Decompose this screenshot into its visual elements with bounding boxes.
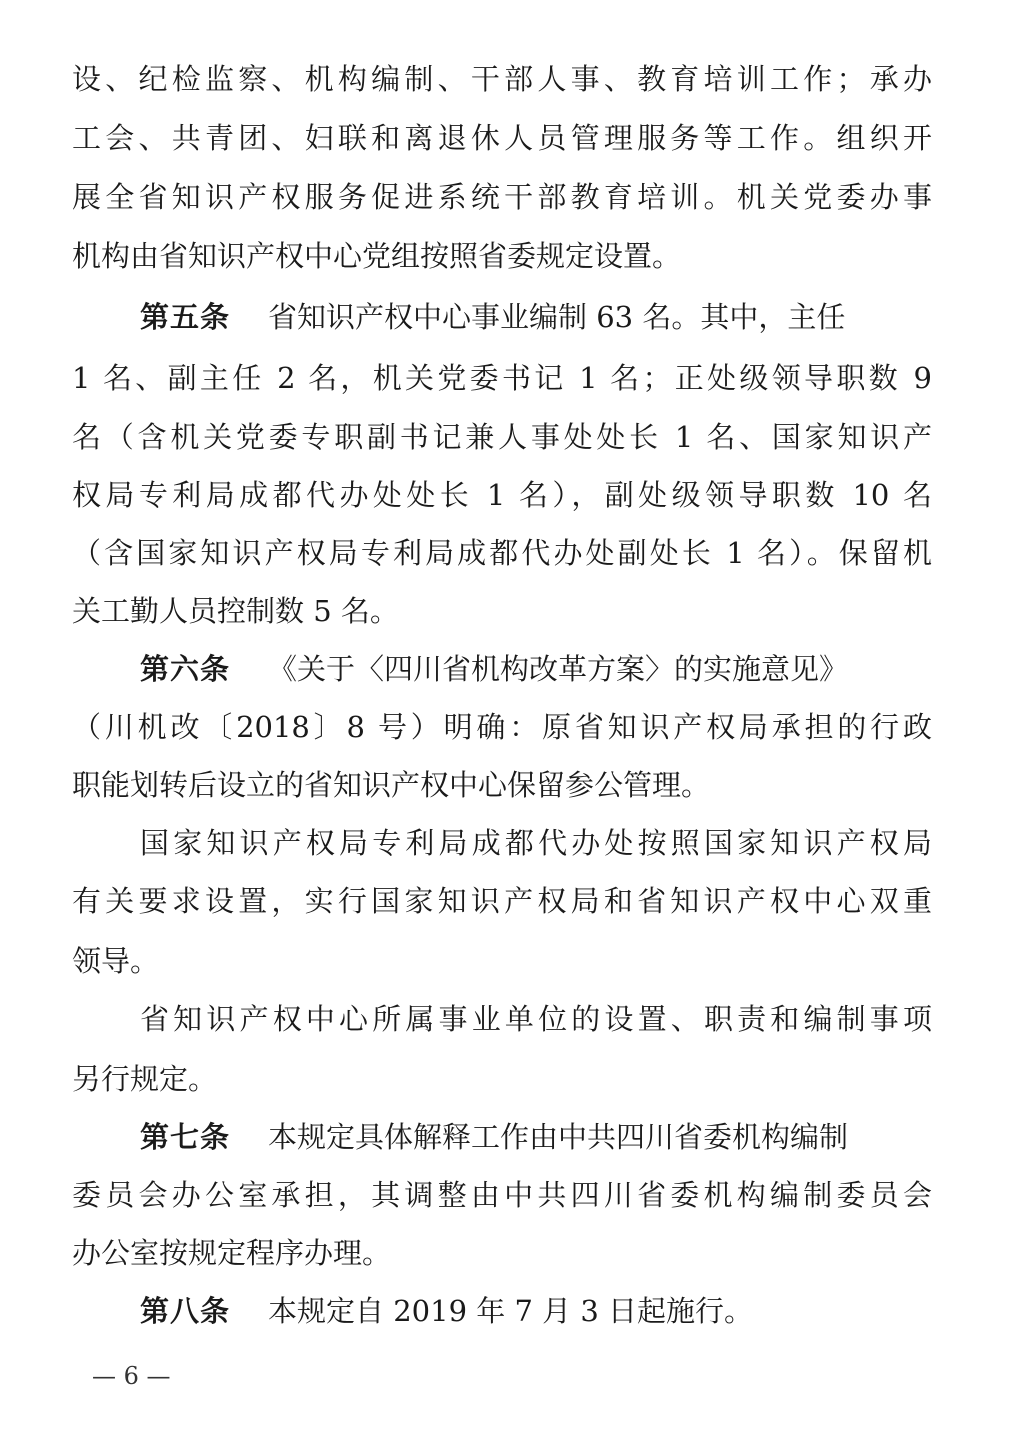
paragraph-line: 关工勤人员控制数 5 名。 xyxy=(72,594,399,628)
paragraph-line: 名（含机关党委专职副书记兼人事处处长 1 名、国家知识产 xyxy=(72,420,932,454)
paragraph-line: 展全省知识产权服务促进系统干部教育培训。机关党委办事 xyxy=(72,180,932,214)
article-8-text: 本规定自 2019 年 7 月 3 日起施行。 xyxy=(268,1294,754,1328)
paragraph-line: 机构由省知识产权中心党组按照省委规定设置。 xyxy=(72,239,682,273)
article-8-first-line xyxy=(140,1282,932,1340)
page-number: — 6 — xyxy=(92,1362,171,1390)
paragraph-line: 国家知识产权局专利局成都代办处按照国家知识产权局 xyxy=(140,826,932,860)
article-5-first-line xyxy=(140,288,932,346)
paragraph-line: （川机改〔2018〕8 号）明确：原省知识产权局承担的行政 xyxy=(72,710,932,744)
paragraph-line: 权局专利局成都代办处处长 1 名），副处级领导职数 10 名 xyxy=(72,478,932,512)
paragraph-line: 领导。 xyxy=(72,944,160,978)
article-5-text: 省知识产权中心事业编制 63 名。其中，主任 xyxy=(268,300,846,334)
article-8-heading: 第八条 xyxy=(140,1294,231,1328)
article-7-text: 本规定具体解释工作由中共四川省委机构编制 xyxy=(268,1120,849,1154)
article-7-heading: 第七条 xyxy=(140,1120,231,1154)
article-6-text: 《关于〈四川省机构改革方案〉的实施意见》 xyxy=(268,652,849,686)
article-7-first-line xyxy=(140,1108,932,1166)
paragraph-line: 委员会办公室承担，其调整由中共四川省委机构编制委员会 xyxy=(72,1178,932,1212)
paragraph-line: 工会、共青团、妇联和离退休人员管理服务等工作。组织开 xyxy=(72,121,932,155)
paragraph-line: 1 名、副主任 2 名，机关党委书记 1 名；正处级领导职数 9 xyxy=(72,361,932,395)
paragraph-line: 职能划转后设立的省知识产权中心保留参公管理。 xyxy=(72,768,711,802)
article-6-heading: 第六条 xyxy=(140,652,231,686)
article-5-heading: 第五条 xyxy=(140,300,231,334)
paragraph-line: 有关要求设置，实行国家知识产权局和省知识产权中心双重 xyxy=(72,884,932,918)
paragraph-line: 另行规定。 xyxy=(72,1062,218,1096)
paragraph-line: （含国家知识产权局专利局成都代办处副处长 1 名）。保留机 xyxy=(72,536,932,570)
paragraph-line: 设、纪检监察、机构编制、干部人事、教育培训工作；承办 xyxy=(72,62,932,96)
article-6-first-line xyxy=(140,640,932,698)
paragraph-line: 省知识产权中心所属事业单位的设置、职责和编制事项 xyxy=(140,1002,932,1036)
paragraph-line: 办公室按规定程序办理。 xyxy=(72,1236,392,1270)
